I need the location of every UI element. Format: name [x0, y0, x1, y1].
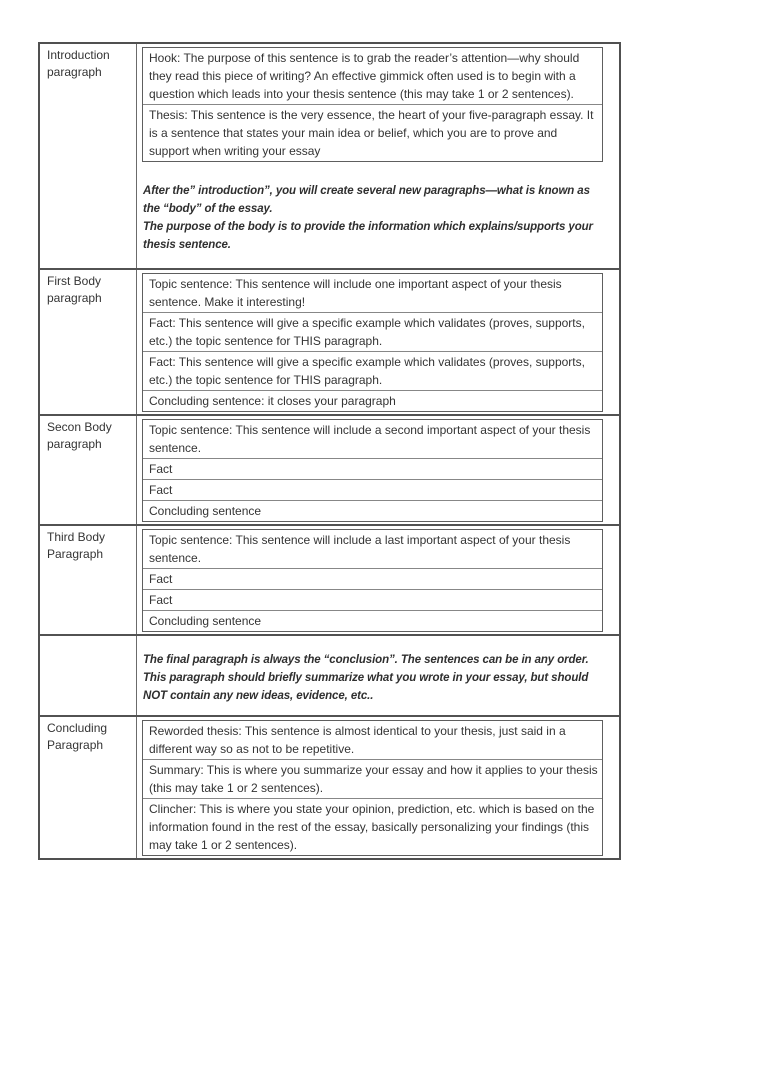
- content-third-body: [137, 526, 619, 634]
- row-label-introduction: Introduction paragraph: [40, 44, 137, 268]
- row-label-empty: [40, 636, 137, 715]
- fact-cell-1: Fact: [143, 459, 602, 480]
- row-second-body: [40, 416, 619, 526]
- row-label-third-body: Third Body Paragraph: [40, 526, 137, 634]
- fact-cell-2: Fact: [143, 590, 602, 611]
- clincher-cell: Clincher: This is where you state your opinion, prediction, etc. which is based on the information found in the rest of the essay, basically personalizing your findings (this may take 1 or 2 sentences).: [149, 802, 595, 852]
- row-third-body: [40, 526, 619, 636]
- topic-sentence-cell: Topic sentence: This sentence will include a second important aspect of your thesis sentence.: [143, 420, 602, 459]
- content-concluding: [137, 717, 619, 858]
- conclusion-note-text: The final paragraph is always the “conclusion”. The sentences can be in any order. This paragraph should briefly summarize what you wrote in your essay, but should NOT contain any new ideas, evidence, etc..: [143, 654, 589, 702]
- sentence-box-first-body: [142, 273, 603, 412]
- thesis-cell: Thesis: This sentence is the very essence, the heart of your five-paragraph essay. It is a sentence that states your main idea or belief, which you are to prove and support when writing your essay: [149, 108, 594, 158]
- body-intro-note-line-2: The purpose of the body is to provide the information which explains/supports your thesis sentence.: [143, 221, 593, 251]
- content-introduction: [137, 44, 619, 268]
- topic-sentence-cell: Topic sentence: This sentence will include a last important aspect of your thesis sentence.: [143, 530, 602, 569]
- reworded-thesis-cell: Reworded thesis: This sentence is almost identical to your thesis, just said in a different way so as not to be repetitive.: [143, 721, 602, 760]
- sentence-box-third-body: [142, 529, 603, 632]
- concluding-sentence-cell: Concluding sentence: it closes your paragraph: [149, 394, 396, 408]
- topic-sentence-cell: Topic sentence: This sentence will include one important aspect of your thesis sentence. Make it interesting!: [143, 274, 602, 313]
- concluding-sentence-cell: Concluding sentence: [149, 504, 262, 518]
- fact-cell-2: Fact: This sentence will give a specific example which validates (proves, supports, etc.) the topic sentence for THIS paragraph.: [143, 352, 602, 391]
- row-label-concluding: Concluding Paragraph: [40, 717, 137, 858]
- row-label-second-body: Secon Body paragraph: [40, 416, 137, 524]
- hook-cell: Hook: The purpose of this sentence is to grab the reader’s attention—why should they read this piece of writing? An effective gimmick often used is to begin with a question which leads into your thesis sentence (this may take 1 or 2 sentences).: [143, 48, 602, 105]
- essay-structure-table: [38, 42, 621, 860]
- fact-cell-1: Fact: [143, 569, 602, 590]
- content-first-body: [137, 270, 619, 414]
- body-intro-note-line-1: After the” introduction”, you will create several new paragraphs—what is known as the “body” of the essay.: [143, 185, 590, 215]
- conclusion-note: [143, 651, 603, 705]
- fact-cell-2: Fact: [143, 480, 602, 501]
- sentence-box-concluding: [142, 720, 603, 856]
- row-first-body: [40, 270, 619, 416]
- sentence-box-second-body: [142, 419, 603, 522]
- concluding-sentence-cell: Concluding sentence: [149, 614, 262, 628]
- fact-cell-1: Fact: This sentence will give a specific example which validates (proves, supports, etc.) the topic sentence for THIS paragraph.: [143, 313, 602, 352]
- row-conclusion-note: [40, 636, 619, 717]
- row-introduction: [40, 44, 619, 270]
- sentence-box-introduction: [142, 47, 603, 162]
- body-intro-note: [143, 182, 603, 254]
- summary-cell: Summary: This is where you summarize your essay and how it applies to your thesis (this may take 1 or 2 sentences).: [143, 760, 602, 799]
- row-concluding: [40, 717, 619, 858]
- content-conclusion-note: [137, 636, 619, 715]
- row-label-first-body: First Body paragraph: [40, 270, 137, 414]
- content-second-body: [137, 416, 619, 524]
